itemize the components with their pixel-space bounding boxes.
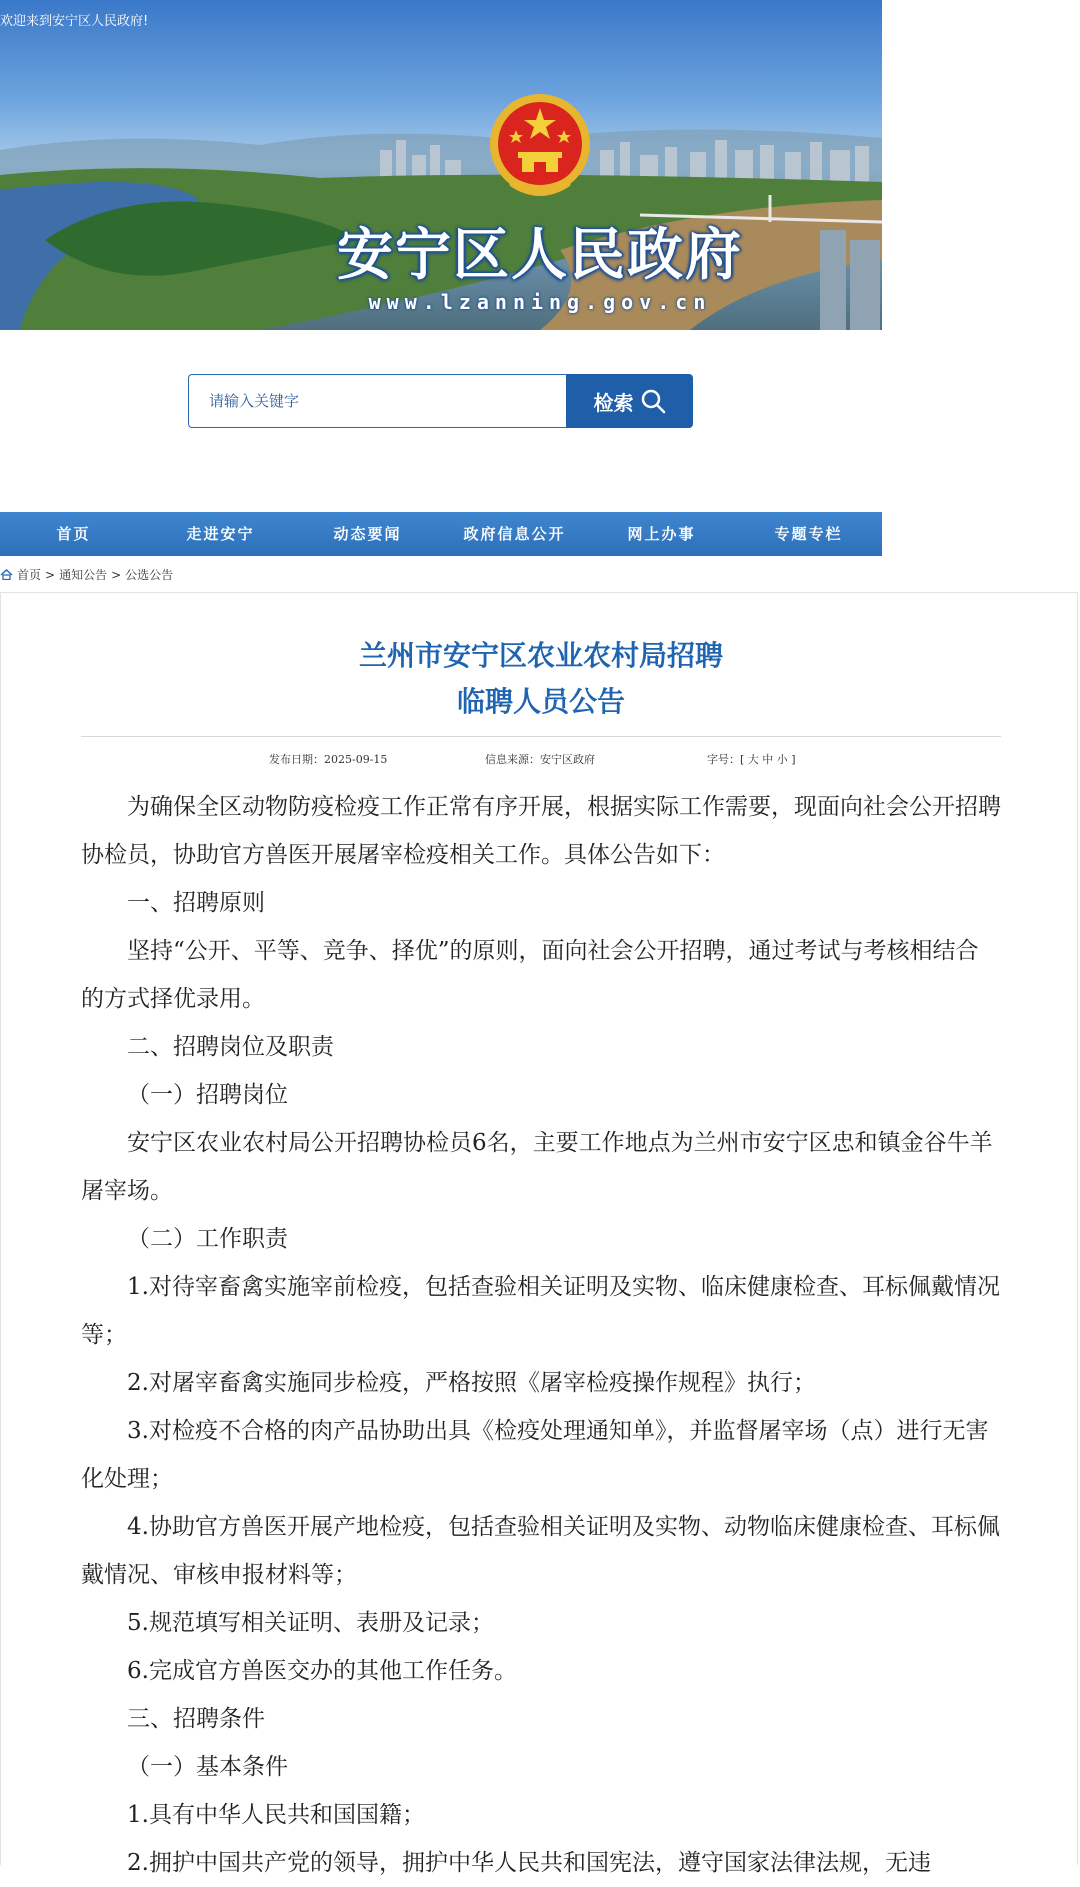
article-panel — [0, 592, 1078, 1876]
publish-date-value: 2025-09-15 — [324, 753, 388, 766]
search-input[interactable] — [188, 374, 566, 428]
subsection-heading: （一）招聘岗位 — [127, 1082, 288, 1108]
paragraph: 4.协助官方兽医开展产地检疫，包括查验相关证明及实物、动物临床健康检查、耳标佩戴情况、审核申报材料等； — [81, 1514, 1000, 1588]
nav-item-special-topics[interactable]: 专题专栏 — [774, 525, 843, 543]
info-source-label: 信息来源： — [485, 753, 540, 766]
breadcrumb-public-selection[interactable]: 公选公告 — [125, 568, 174, 582]
nav-item-about-anning[interactable]: 走进安宁 — [186, 525, 255, 543]
publish-date — [269, 751, 387, 767]
paragraph: 为确保全区动物防疫检疫工作正常有序开展，根据实际工作需要，现面向社会公开招聘协检员，协助官方兽医开展屠宰检疫相关工作。具体公告如下： — [81, 794, 1001, 868]
paragraph: 1.对待宰畜禽实施宰前检疫，包括查验相关证明及实物、临床健康检查、耳标佩戴情况等； — [81, 1274, 1000, 1348]
section-heading: 三、招聘条件 — [127, 1706, 265, 1732]
paragraph: 3.对检疫不合格的肉产品协助出具《检疫处理通知单》，并监督屠宰场（点）进行无害化处理； — [81, 1418, 989, 1492]
site-title: 安宁区人民政府 — [337, 223, 743, 288]
article-title-line1: 兰州市安宁区农业农村局招聘 — [358, 639, 723, 672]
paragraph: 2.对屠宰畜禽实施同步检疫，严格按照《屠宰检疫操作规程》执行； — [127, 1370, 816, 1396]
breadcrumb-separator: > — [111, 567, 122, 582]
article-title — [81, 633, 1001, 725]
site-url: www.lzanning.gov.cn — [368, 290, 712, 314]
title-divider — [81, 736, 1001, 737]
paragraph: 坚持“公开、平等、竞争、择优”的原则，面向社会公开招聘，通过考试与考核相结合的方式择优录用。 — [81, 938, 979, 1012]
section-heading: 一、招聘原则 — [127, 890, 265, 916]
header-banner — [0, 0, 882, 330]
welcome-text: 欢迎来到安宁区人民政府! — [0, 14, 149, 29]
section-heading: 二、招聘岗位及职责 — [127, 1034, 334, 1060]
paragraph: 1.具有中华人民共和国国籍； — [127, 1802, 425, 1828]
home-icon — [0, 569, 13, 580]
paragraph: 5.规范填写相关证明、表册及记录； — [127, 1610, 494, 1636]
search-button[interactable] — [566, 374, 693, 428]
info-source — [485, 751, 595, 767]
font-size-label: 字号： — [707, 753, 740, 766]
info-source-value: 安宁区政府 — [540, 753, 595, 766]
paragraph: 安宁区农业农村局公开招聘协检员6名，主要工作地点为兰州市安宁区忠和镇金谷牛羊屠宰场。 — [81, 1130, 993, 1204]
national-emblem-icon — [486, 90, 594, 204]
subsection-heading: （二）工作职责 — [127, 1226, 288, 1252]
font-size-control — [707, 751, 796, 767]
nav-item-gov-info[interactable]: 政府信息公开 — [463, 525, 566, 543]
breadcrumb-separator: > — [45, 567, 56, 582]
nav-item-online-services[interactable]: 网上办事 — [627, 525, 696, 543]
font-size-options[interactable]: [ 大 中 小 ] — [740, 753, 796, 766]
article-title-line2: 临聘人员公告 — [456, 685, 625, 718]
nav-item-news[interactable]: 动态要闻 — [333, 525, 402, 543]
subsection-heading: （一）基本条件 — [127, 1754, 288, 1780]
nav-item-home[interactable]: 首页 — [56, 525, 91, 543]
breadcrumb-home[interactable]: 首页 — [17, 568, 42, 582]
main-nav — [0, 512, 882, 556]
breadcrumb — [0, 566, 173, 583]
search-icon — [640, 388, 666, 414]
search-button-label: 检索 — [593, 390, 634, 415]
paragraph: 6.完成官方兽医交办的其他工作任务。 — [127, 1658, 517, 1684]
article-body — [81, 783, 1001, 1887]
breadcrumb-notices[interactable]: 通知公告 — [59, 568, 108, 582]
paragraph: 2.拥护中国共产党的领导，拥护中华人民共和国宪法，遵守国家法律法规，无违 — [127, 1850, 931, 1876]
search-bar — [188, 374, 693, 428]
publish-date-label: 发布日期： — [269, 753, 324, 766]
